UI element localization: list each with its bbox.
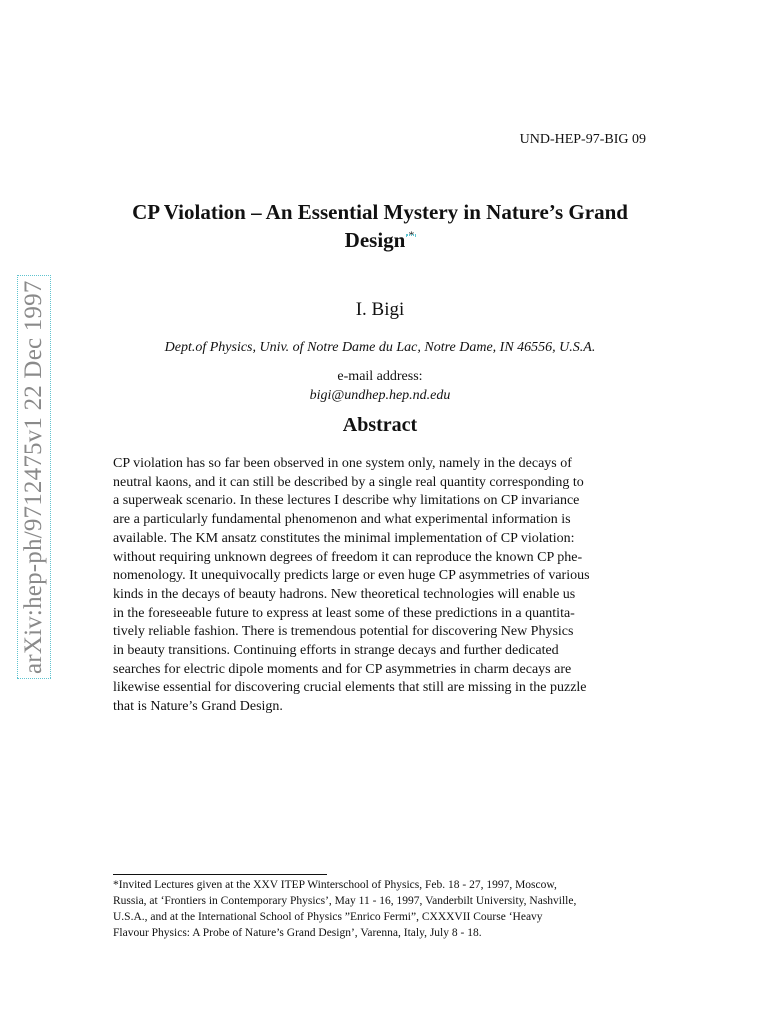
report-number: UND-HEP-97-BIG 09 xyxy=(519,132,646,147)
abstract-heading: Abstract xyxy=(342,414,418,436)
author-name: I. Bigi xyxy=(355,299,405,320)
author-affiliation: Dept.of Physics, Univ. of Notre Dame du Lac, Notre Dame, IN 46556, U.S.A. xyxy=(164,340,596,355)
footnote-divider xyxy=(113,874,327,875)
abstract-body: CP violation has so far been observed in one system only, namely in the decays of neutral kaons, and it can still be described by a single real quantity corresponding to a superweak scenario. In these lectures I describe why limitations on CP invariance are a particularly fundamental phenomenon and what experimental information is available. The KM ansatz constitutes the minimal implementation of CP violation: without requiring unknown degrees of freedom it can reproduce the known CP phe- nomenology. It unequivocally predicts large or even huge CP asymmetries of various kinds in the decays of beauty hadrons. New theoretical technologies will enable us in the foreseeable future to express at least some of these predictions in a quantita- tively reliable fashion. There is tremendous potential for discovering New Physics in beauty transitions. Continuing efforts in strange decays and further dedicated searches for electric dipole moments and for CP asymmetries in charm decays are likewise essential for discovering crucial elements that still are missing in the puzzle that is Nature’s Grand Design. xyxy=(113,456,590,715)
paper-title: CP Violation – An Essential Mystery in Nature’s Grand Design * xyxy=(132,200,628,252)
title-footnote: *Invited Lectures given at the XXV ITEP Winterschool of Physics, Feb. 18 - 27, 1997, Moscow, Russia, at ‘Frontiers in Contemporary Physics’, May 11 - 16, 1997, Vanderbilt University, Nashville, U.S.A., and at the International School of Physics ”Enrico Fermi”, CXXXVII Course ‘Heavy Flavour Physics: A Probe of Nature’s Grand Design’, Varenna, Italy, July 8 - 18. xyxy=(113,879,577,939)
email-address: bigi@undhep.hep.nd.edu xyxy=(309,388,451,403)
arxiv-identifier-link[interactable]: arXiv:hep-ph/9712475v1 22 Dec 1997 xyxy=(20,280,47,674)
email-label: e-mail address: xyxy=(337,369,423,384)
paper-title-text: CP Violation – An Essential Mystery in Nature’s Grand Design xyxy=(132,200,628,252)
